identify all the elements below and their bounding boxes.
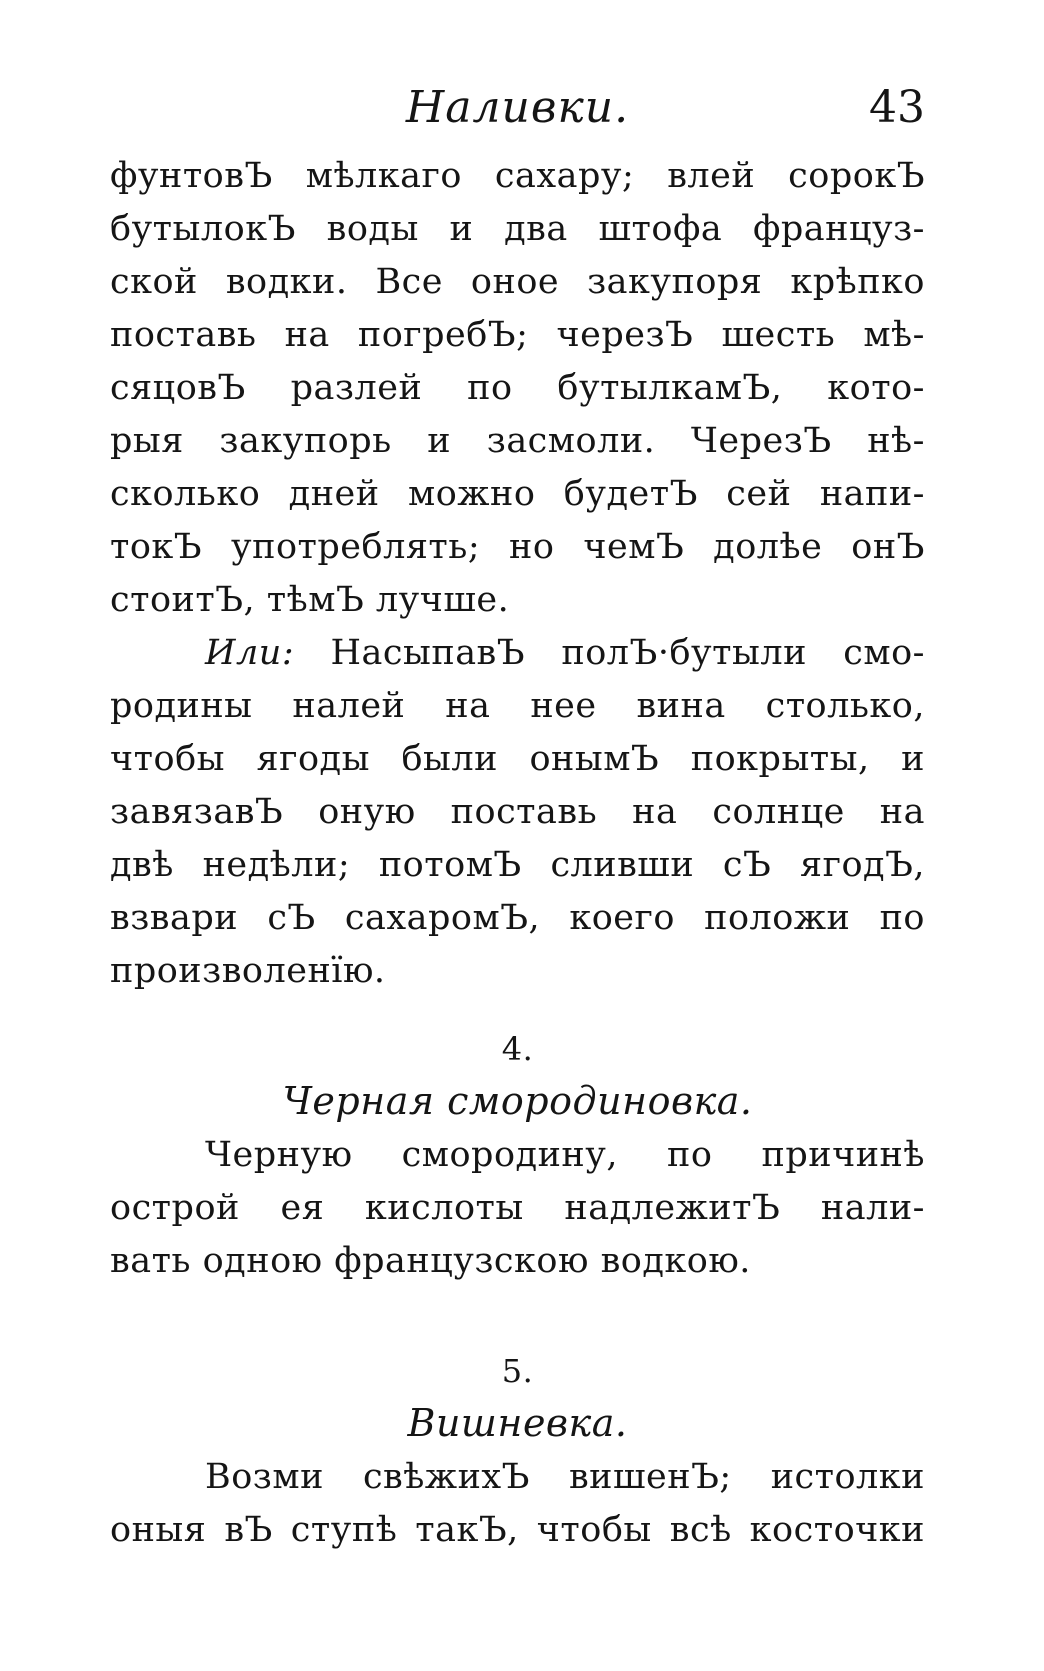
recipe-section-5 — [110, 1346, 925, 1557]
text-line: произволенїю. — [110, 951, 386, 991]
text-line: рыя закупорь и засмоли. ЧерезЪ нѣ- — [110, 421, 925, 461]
body-text — [110, 150, 925, 1557]
section-gap — [110, 998, 925, 1024]
text-line-lead — [110, 627, 925, 680]
paragraph-alternative — [110, 627, 925, 998]
text-line: сяцовЪ разлей по бутылкамЪ, кото- — [110, 368, 925, 408]
paragraph-continuation — [110, 150, 925, 627]
recipe-section-4 — [110, 1024, 925, 1288]
text-line: сколько дней можно будетЪ сей напи- — [110, 474, 925, 514]
page-number: 43 — [869, 82, 925, 133]
text-line: фунтовЪ мѣлкаго сахару; влей сорокЪ — [110, 156, 925, 196]
alternative-label: Или: — [205, 633, 295, 673]
section-title: Черная смородиновка. — [282, 1079, 753, 1123]
text-line: ской водки. Все оное закупоря крѣпко — [110, 262, 925, 302]
text-line: чтобы ягоды были онымЪ покрыты, и — [110, 739, 925, 779]
text-line: стоитЪ, тѣмЪ лучше. — [110, 580, 510, 620]
text-line: поставь на погребЪ; черезЪ шесть мѣ- — [110, 315, 925, 355]
text-line: вать одною французскою водкою. — [110, 1241, 751, 1281]
text-line: Возми свѣжихЪ вишенЪ; истолки — [205, 1457, 925, 1497]
section-number: 5. — [501, 1352, 534, 1390]
text-line: Черную смородину, по причинѣ — [205, 1135, 925, 1175]
running-title: Наливки. — [405, 82, 630, 133]
section-number: 4. — [501, 1030, 534, 1068]
section-gap — [110, 1288, 925, 1346]
text-line: оныя вЪ ступѣ такЪ, чтобы всѣ косточки — [110, 1510, 925, 1550]
page-header — [110, 80, 925, 140]
text-line: родины налей на нее вина столько, — [110, 686, 925, 726]
lead-line-text: НасыпавЪ полЪ·бутыли смо- — [330, 633, 925, 673]
text-line: двѣ недѣли; потомЪ сливши сЪ ягодЪ, — [110, 845, 925, 885]
text-line: токЪ употреблять; но чемЪ долѣе онЪ — [110, 527, 925, 567]
text-line: острой ея кислоты надлежитЪ нали- — [110, 1188, 925, 1228]
text-line: завязавЪ оную поставь на солнце на — [110, 792, 925, 832]
text-line: бутылокЪ воды и два штофа француз- — [110, 209, 925, 249]
text-line: взвари сЪ сахаромЪ, коего положи по — [110, 898, 925, 938]
section-title: Вишневка. — [407, 1401, 628, 1445]
